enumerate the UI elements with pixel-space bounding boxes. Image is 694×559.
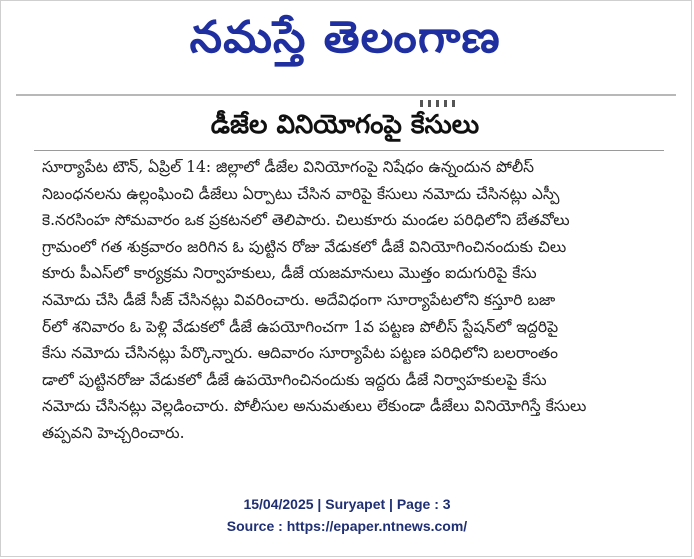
article-line: నమోదు చేసి డీజే సీజ్ చేసినట్లు వివరించారు. అదేవిధంగా సూర్యాపేటలోని కస్తూరి బజా: [42, 290, 556, 309]
article-line: గ్రామంలో గత శుక్రవారం జరిగిన ఓ పుట్టిన రోజు వేడుకలో డీజే వినియోగించినందుకు చిలు: [42, 237, 567, 256]
article-line: సూర్యాపేట టౌన్, ఏప్రిల్ 14: జిల్లాలో డీజేల వినియోగంపై నిషేధం ఉన్నందున పోలీస్: [42, 158, 535, 176]
article-line: నమోదు చేసినట్లు వెల్లడించారు. పోలీసుల అనుమతులు లేకుండా డీజేలు వినియోగిస్తే కేసులు: [42, 397, 587, 416]
article-line: నిబంధనలను ఉల్లంఘించి డీజేలు ఏర్పాటు చేసిన వారిపై కేసులు నమోదు చేసినట్లు ఎస్పీ: [42, 184, 560, 203]
headline-divider: [34, 150, 664, 151]
article-line: కేసు నమోదు చేసినట్లు పేర్కొన్నారు. ఆదివారం సూర్యాపేట పట్టణ పరిధిలోని బలరాంతం: [42, 344, 558, 363]
newspaper-logo: [140, 10, 550, 76]
article-body: [42, 154, 662, 447]
masthead-divider: [16, 94, 676, 96]
article-headline: డీజేల వినియోగంపై కేసులు: [210, 110, 480, 140]
source-link[interactable]: Source : https://epaper.ntnews.com/: [226, 518, 468, 534]
article-line: ర్‌లో శనివారం ఓ పెళ్లి వేడుకలో డీజే ఉపయోగించగా 1వ పట్టణ పోలీస్ స్టేషన్‌లో ఇద్దరిపై: [42, 317, 559, 336]
article-line: డాలో పుట్టినరోజు వేడుకలో డీజే ఉపయోగించినందుకు ఇద్దరు డీజే నిర్వాహకులపై కేసు: [42, 370, 547, 389]
article-line: కె.నరసింహ సోమవారం ఒక ప్రకటనలో తెలిపారు. చిలుకూరు మండల పరిధిలోని బేతవోలు: [42, 211, 570, 230]
article-line: తప్పవని హెచ్చరించారు.: [42, 423, 185, 442]
publication-meta: 15/04/2025 | Suryapet | Page : 3: [243, 496, 451, 512]
article-line: కూరు పీఎస్‌లో కార్యక్రమ నిర్వాహకులు, డీజే యజమానులు మొత్తం ఐదుగురిపై కేసు: [42, 264, 537, 283]
newspaper-logo-text: నమస్తే తెలంగాణ: [189, 12, 501, 63]
clipping-fragment-marks: [420, 92, 472, 100]
